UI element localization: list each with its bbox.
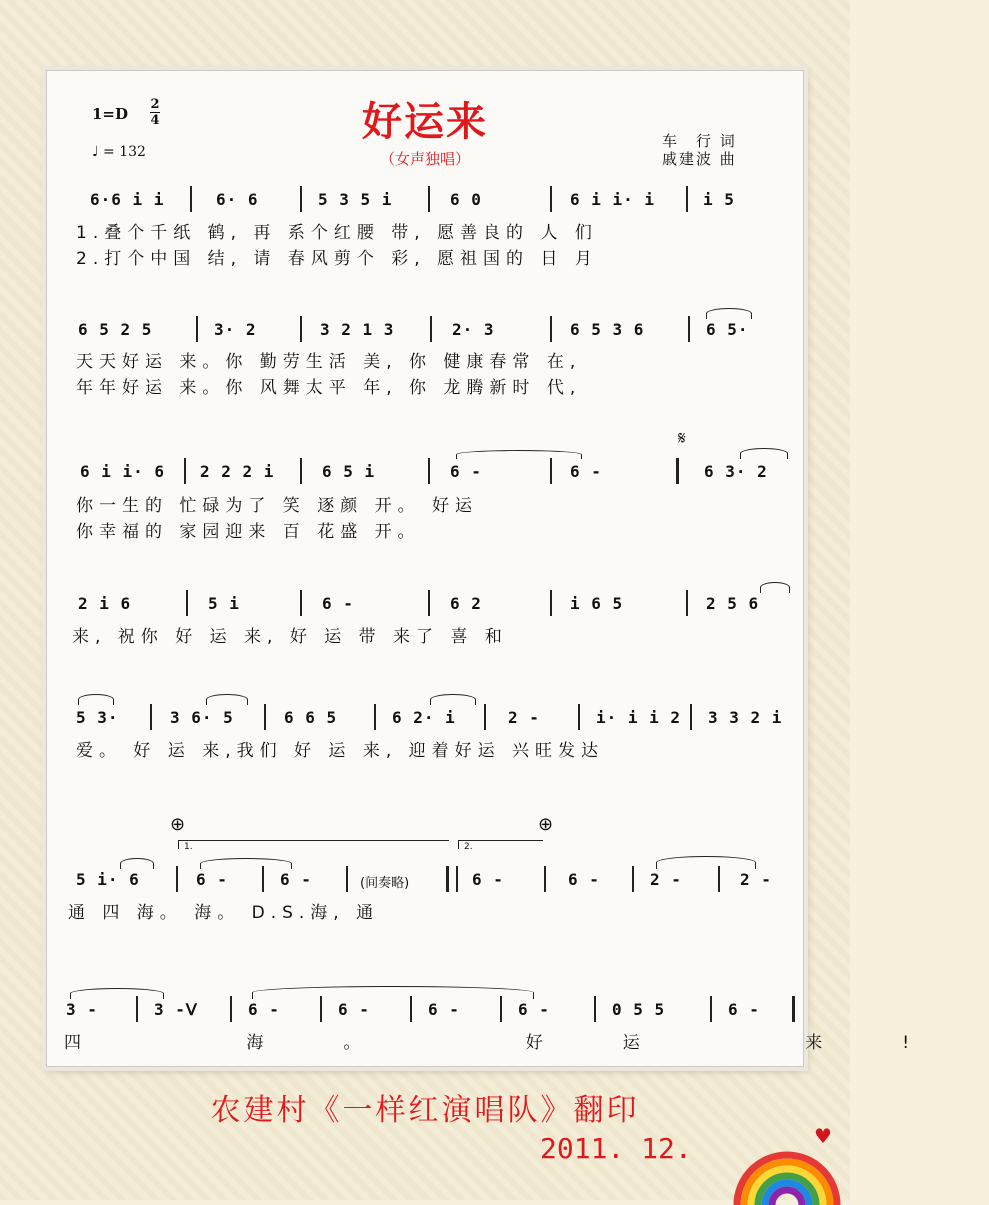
measure: 3 3 2 i — [708, 708, 783, 727]
measure: 6 2· i — [392, 708, 456, 727]
song-subtitle: （女声独唱） — [379, 150, 470, 168]
measure: i 5 — [703, 190, 735, 209]
measure: 6 5· — [706, 320, 749, 339]
measure: 5 i — [208, 594, 240, 613]
measure: 6 - — [338, 1000, 370, 1019]
measure: 6 6 5 — [284, 708, 338, 727]
tempo-marking: ♩ = 132 — [92, 144, 146, 160]
measure: 6 - — [568, 870, 600, 889]
lyrics-verse-1: 1.叠个千纸 鹤, 再 系个红腰 带, 愿善良的 人 们 — [76, 223, 598, 243]
interlude-note: (间奏略) — [360, 876, 410, 891]
measure: 6 - — [728, 1000, 760, 1019]
segno-sign: 𝄋 — [678, 428, 686, 449]
measure: 0 5 5 — [612, 1000, 666, 1019]
measure: 6 i i· 6 — [80, 462, 166, 481]
measure: 5 3 5 i — [318, 190, 393, 209]
time-top: 2 — [150, 97, 160, 112]
measure: 6 - — [570, 462, 602, 481]
volta-2: 2. — [464, 842, 473, 852]
measure: 6 - — [450, 462, 482, 481]
measure: 2 - — [508, 708, 540, 727]
lyrics-verse-1: 你一生的 忙碌为了 笑 逐颜 开。 好运 — [76, 496, 479, 516]
lyrics-verse-1: 通 四 海。 海。 D.S.海, 通 — [68, 903, 380, 923]
measure: 3· 2 — [214, 320, 257, 339]
measure: 6 - — [280, 870, 312, 889]
time-bottom: 4 — [150, 113, 160, 128]
measure: 6 - — [518, 1000, 550, 1019]
lyrics-verse-1: 四 海。 好运 来! — [64, 1033, 989, 1053]
measure: 6 3· 2 — [704, 462, 768, 481]
key-signature: 1=D — [92, 105, 129, 123]
lyrics-verse-1: 爱。 好 运 来,我们 好 运 来, 迎着好运 兴旺发达 — [76, 741, 605, 761]
measure: 6 5 2 5 — [78, 320, 153, 339]
measure: 6 2 — [450, 594, 482, 613]
measure: 3 -ᐯ — [154, 1000, 198, 1019]
coda-sign-2: ⊕ — [538, 814, 554, 835]
measure: 2· 3 — [452, 320, 495, 339]
lyrics-verse-1: 来, 祝你 好 运 来, 好 运 带 来了 喜 和 — [72, 627, 508, 647]
heart-icon: ♥ — [814, 1124, 832, 1148]
measure: 6 5 i — [322, 462, 376, 481]
measure: 6 i i· i — [570, 190, 656, 209]
measure: 6 - — [428, 1000, 460, 1019]
measure: 6 - — [196, 870, 228, 889]
coda-sign: ⊕ — [170, 814, 186, 835]
lyrics-verse-2: 你幸福的 家园迎来 百 花盛 开。 — [76, 522, 421, 542]
measure: 2 5 6 — [706, 594, 760, 613]
measure: 5 3· — [76, 708, 119, 727]
measure: i· i i 2 — [596, 708, 682, 727]
reprint-credit: 农建村《一样红演唱队》翻印 — [210, 1093, 640, 1128]
measure: 2 - — [740, 870, 772, 889]
measure: 2 2 2 i — [200, 462, 275, 481]
lyrics-verse-1: 天天好运 来。你 勤劳生活 美, 你 健康春常 在, — [76, 352, 582, 372]
lyrics-verse-2: 2.打个中国 结, 请 春风剪个 彩, 愿祖国的 日 月 — [76, 249, 598, 269]
measure: 6 - — [248, 1000, 280, 1019]
volta-1: 1. — [184, 842, 193, 852]
measure: 2 - — [650, 870, 682, 889]
measure: 2 i 6 — [78, 594, 132, 613]
measure: i 6 5 — [570, 594, 624, 613]
composer: 戚建波 曲 — [662, 150, 737, 168]
credits — [662, 132, 737, 168]
measure: 6 - — [322, 594, 354, 613]
measure: 5 i· 6 — [76, 870, 140, 889]
measure: 6 0 — [450, 190, 482, 209]
print-date: 2011. 12. — [540, 1132, 692, 1165]
measure: 6 - — [472, 870, 504, 889]
lyrics-verse-2: 年年好运 来。你 风舞太平 年, 你 龙腾新时 代, — [76, 378, 582, 398]
lyricist: 车 行 词 — [662, 132, 737, 150]
measure: 3 - — [66, 1000, 98, 1019]
song-title: 好运来 — [362, 99, 488, 145]
measure: 6·6 i i — [90, 190, 165, 209]
measure: 6 5 3 6 — [570, 320, 645, 339]
measure: 3 2 1 3 — [320, 320, 395, 339]
measure: 3 6· 5 — [170, 708, 234, 727]
rainbow-icon — [732, 1150, 842, 1205]
measure: 6· 6 — [216, 190, 259, 209]
